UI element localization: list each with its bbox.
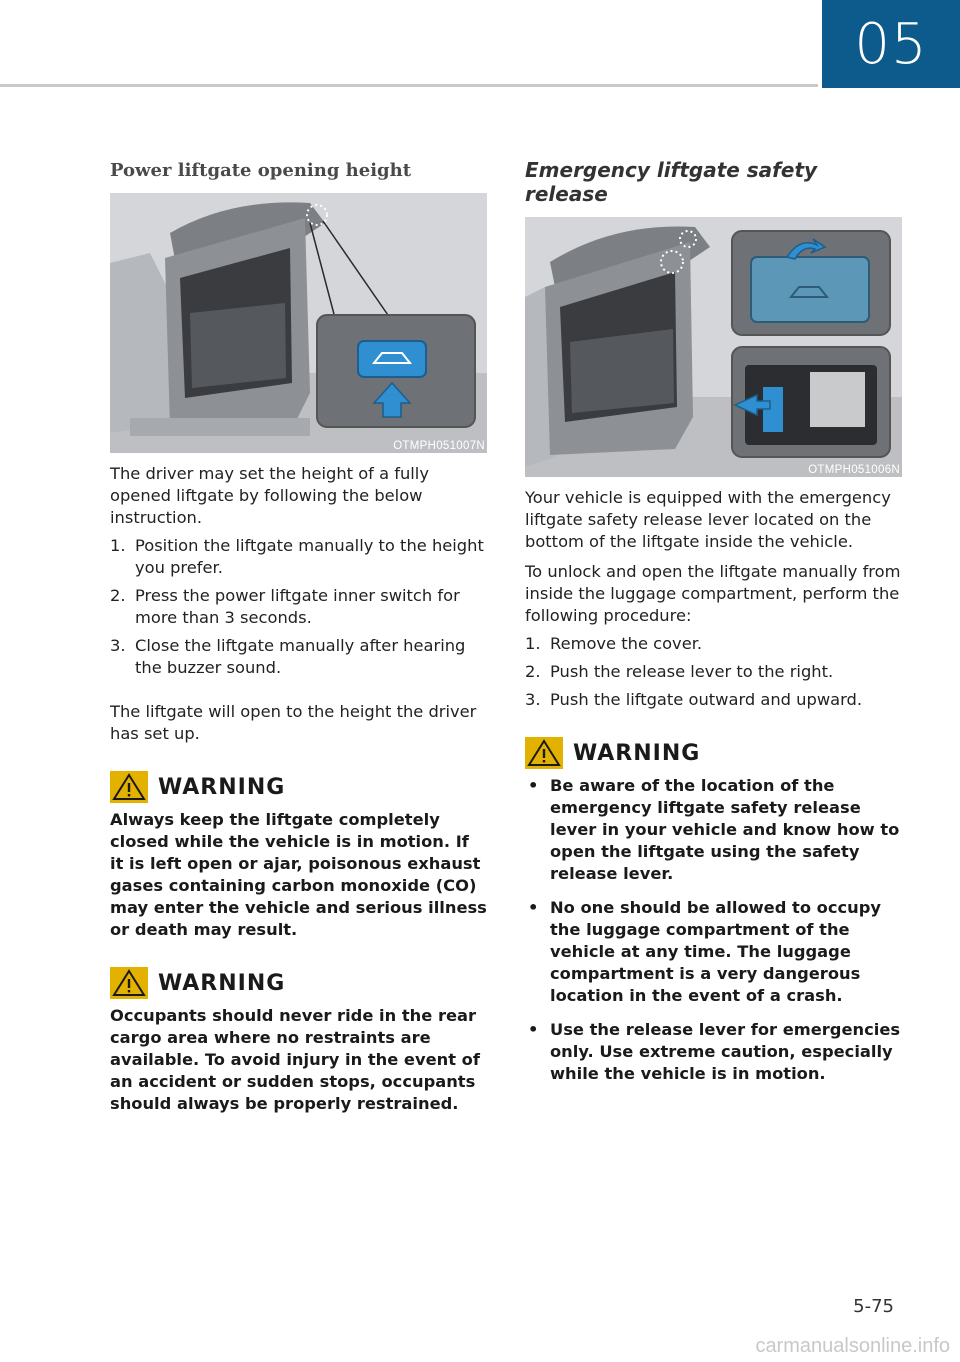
left-column (110, 158, 487, 1115)
warning-heading (110, 771, 487, 803)
warning-heading (110, 967, 487, 999)
warning-heading (525, 737, 902, 769)
section-title-power-liftgate: Power liftgate opening height (110, 160, 412, 181)
list-item: 1. Remove the cover. (525, 634, 703, 653)
warning-list (525, 775, 902, 1085)
steps-list (525, 633, 902, 711)
warning-label: WARNING (158, 774, 286, 800)
figure-caption: OTMPH051007N (393, 440, 485, 452)
list-item: • Use the release lever for emergencies only. Use extreme caution, especially while the vehicle is in motion. (528, 1020, 901, 1083)
warning-text: Occupants should never ride in the rear cargo area where no restraints are available. To avoid injury in the event of an accident or sudden stops, occupants should always be properly restrained. (110, 1006, 480, 1113)
list-item: 2. Press the power liftgate inner switch for more than 3 seconds. (110, 586, 460, 627)
right-column (525, 158, 902, 1097)
warning-triangle-icon (110, 771, 148, 803)
figure-power-liftgate (110, 193, 487, 453)
list-item: 3. Close the liftgate manually after hearing the buzzer sound. (110, 636, 466, 677)
list-item: 3. Push the liftgate outward and upward. (525, 690, 863, 709)
outro-paragraph: The liftgate will open to the height the driver has set up. (110, 702, 477, 743)
warning-label: WARNING (573, 740, 701, 766)
intro-paragraph-2: To unlock and open the liftgate manually from inside the luggage compartment, perform the following procedure: (525, 562, 901, 625)
section-title-emergency-release: Emergency liftgate safety release (525, 158, 818, 206)
intro-paragraph: Your vehicle is equipped with the emergency liftgate safety release lever located on the bottom of the liftgate inside the vehicle. (525, 488, 891, 551)
figure-emergency-release (525, 217, 902, 477)
emergency-release-illustration (525, 217, 902, 477)
figure-caption: OTMPH051006N (808, 464, 900, 476)
list-item: • Be aware of the location of the emergency liftgate safety release lever in your vehicle and know how to open the liftgate using the safety release lever. (528, 776, 900, 883)
steps-list (110, 535, 487, 679)
list-item: 1. Position the liftgate manually to the height you prefer. (110, 536, 484, 577)
intro-paragraph: The driver may set the height of a fully opened liftgate by following the below instruction. (110, 464, 429, 527)
list-item: • No one should be allowed to occupy the luggage compartment of the vehicle at any time. The luggage compartment is a very dangerous location in the event of a crash. (528, 898, 882, 1005)
page-number: 5-75 (853, 1296, 894, 1317)
warning-text: Always keep the liftgate completely closed while the vehicle is in motion. If it is left open or ajar, poisonous exhaust gases containing carbon monoxide (CO) may enter the vehicle and serious illness or death may result. (110, 810, 487, 939)
watermark: carmanualsonline.info (755, 1335, 950, 1357)
liftgate-illustration (110, 193, 487, 453)
list-item: 2. Push the release lever to the right. (525, 662, 834, 681)
warning-label: WARNING (158, 970, 286, 996)
header-rule (0, 84, 818, 87)
warning-triangle-icon (525, 737, 563, 769)
warning-triangle-icon (110, 967, 148, 999)
chapter-tab: 05 (822, 0, 960, 88)
